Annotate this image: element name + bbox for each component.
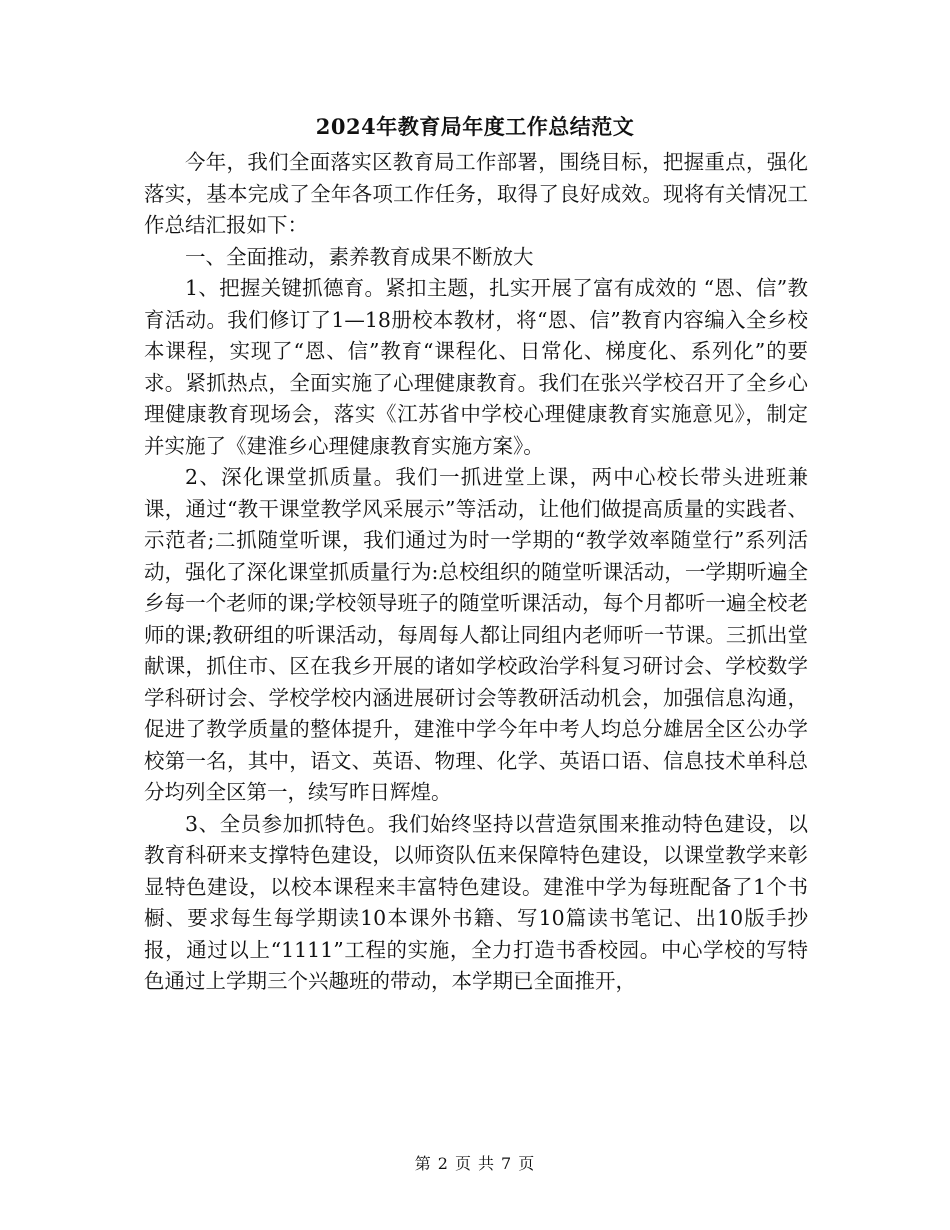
footer-current-page: 2 (437, 1154, 449, 1173)
footer-label-total: 共 (478, 1154, 496, 1173)
footer-label-page-unit: 页 (454, 1154, 472, 1173)
paragraph-school-features: 3、全员参加抓特色。我们始终坚持以营造氛围来推动特色建设，以教育科研来支撑特色建设，以师资队伍来保障特色建设，以课堂教学来彰显特色建设，以校本课程来丰富特色建设。建淮中学为每班配备了1个书橱、要求每生每学期读10本课外书籍、写10篇读书笔记、出10版手抄报，通过以上“1111”工程的实施，全力打造书香校园。中心学校的写特色通过上学期三个兴趣班的带动，本学期已全面推开， (144, 811, 808, 993)
document-body (144, 147, 808, 998)
page-footer (0, 1152, 950, 1176)
document-title: 2024年教育局年度工作总结范文 (315, 114, 635, 139)
section-heading-1: 一、全面推动，素养教育成果不断放大 (185, 244, 534, 269)
paragraph-intro: 今年，我们全面落实区教育局工作部署，围绕目标，把握重点，强化落实，基本完成了全年各项工作任务，取得了良好成效。现将有关情况工作总结汇报如下： (144, 150, 808, 237)
footer-total-pages: 7 (501, 1154, 513, 1173)
footer-label-page: 第 (414, 1154, 432, 1173)
paragraph-classroom-quality: 2、深化课堂抓质量。我们一抓进堂上课，两中心校长带头进班兼课，通过“教干课堂教学风采展示”等活动，让他们做提高质量的实践者、示范者;二抓随堂听课，我们通过为时一学期的“教学效率随堂行”系列活动，强化了深化课堂抓质量行为:总校组织的随堂听课活动，一学期听遍全乡每一个老师的课;学校领导班子的随堂听课活动，每个月都听一遍全校老师的课;教研组的听课活动，每周每人都让同组内老师听一节课。三抓出堂献课，抓住市、区在我乡开展的诸如学校政治学科复习研讨会、学校数学学科研讨会、学校学校内涵进展研讨会等教研活动机会，加强信息沟通，促进了教学质量的整体提升，建淮中学今年中考人均总分雄居全区公办学校第一名，其中，语文、英语、物理、化学、英语口语、信息技术单科总分均列全区第一，续写昨日辉煌。 (144, 465, 808, 804)
paragraph-moral-education: 1、把握关键抓德育。紧扣主题，扎实开展了富有成效的 “恩、信”教育活动。我们修订了1—18册校本教材，将“恩、信”教育内容编入全乡校本课程，实现了“恩、信”教育“课程化、日常化、梯度化、系列化”的要求。紧抓热点，全面实施了心理健康教育。我们在张兴学校召开了全乡心理健康教育现场会，落实《江苏省中学校心理健康教育实施意见》，制定并实施了《建淮乡心理健康教育实施方案》。 (144, 276, 808, 458)
footer-label-total-unit: 页 (518, 1154, 536, 1173)
